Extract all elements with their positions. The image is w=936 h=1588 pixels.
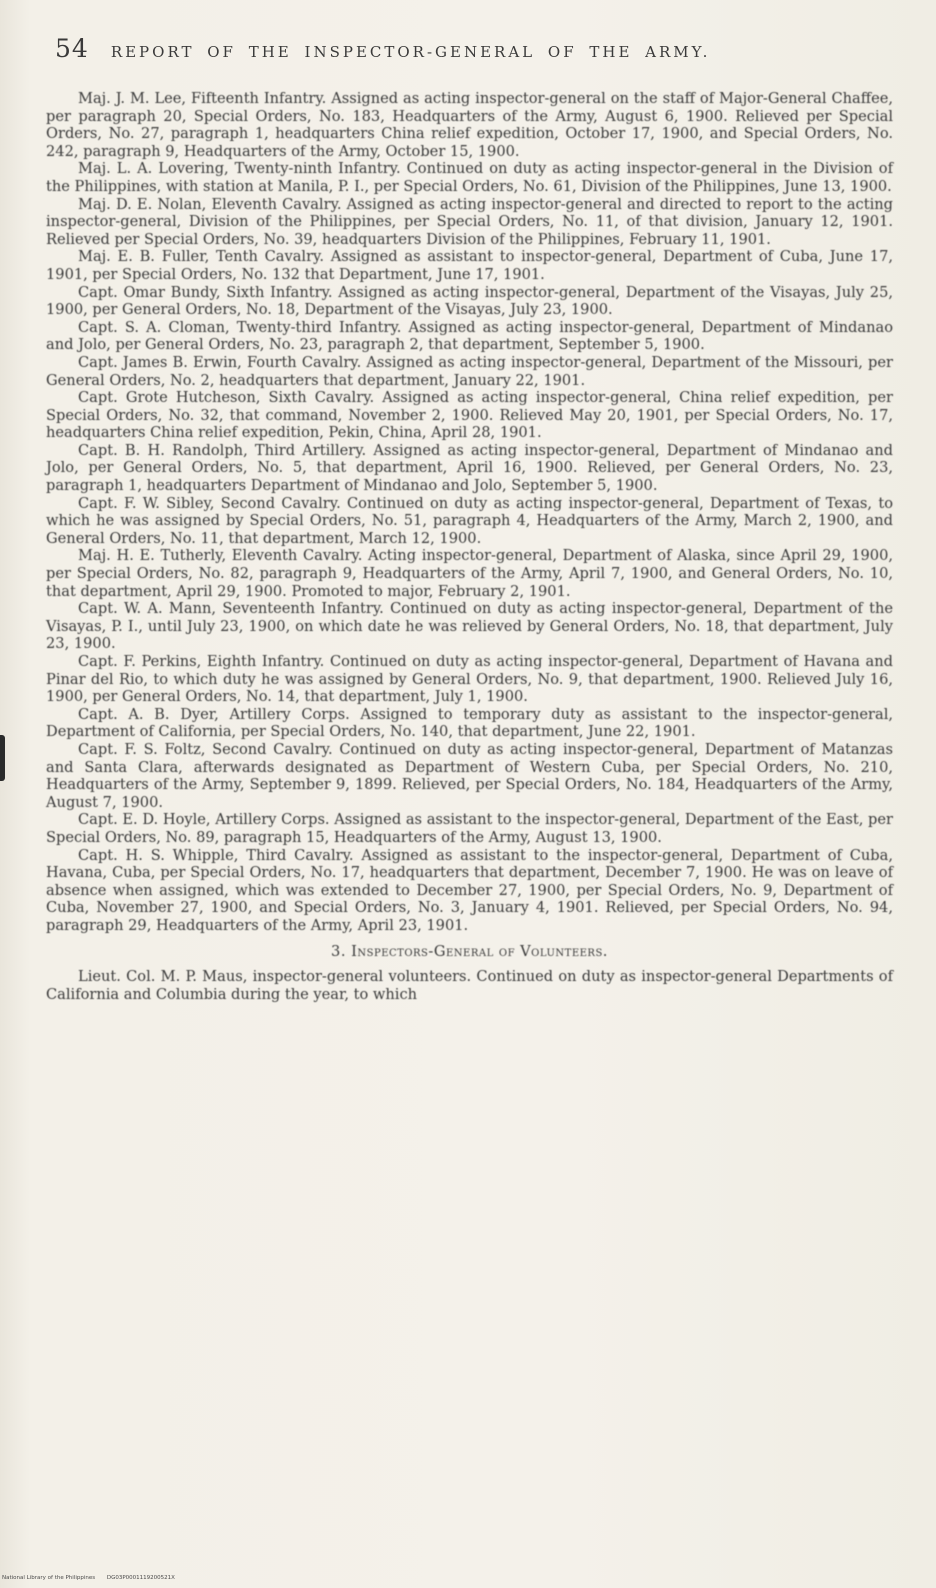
entry-paragraph: Capt. S. A. Cloman, Twenty-third Infantry. Assigned as acting inspector-general, Department of Mindanao and Jolo, per General Orders, No. 23, paragraph 2, that department, September 5, 1900. xyxy=(46,318,893,354)
scan-footer xyxy=(2,1575,185,1581)
entry-paragraph: Capt. F. Perkins, Eighth Infantry. Continued on duty as acting inspector-general, Department of Havana and Pinar del Rio, to which duty he was assigned by General Orders, No. 9, that department, 1900. Relieved July 16, 1900, per General Orders, No. 14, that department, July 1, 1900. xyxy=(46,653,893,706)
page-number: 54 xyxy=(55,34,89,63)
running-title: REPORT OF THE INSPECTOR-GENERAL OF THE ARMY. xyxy=(110,43,711,61)
entry-paragraph: Lieut. Col. M. P. Maus, inspector-general volunteers. Continued on duty as inspector-general Departments of California and Columbia during the year, to which xyxy=(46,968,893,1003)
entry-paragraph: Capt. James B. Erwin, Fourth Cavalry. Assigned as acting inspector-general, Department of the Missouri, per General Orders, No. 2, headquarters that department, January 22, 1901. xyxy=(46,353,893,389)
entry-paragraph: Capt. Grote Hutcheson, Sixth Cavalry. Assigned as acting inspector-general, China relief expedition, per Special Orders, No. 32, that command, November 2, 1900. Relieved May 20, 1901, per Special Orders, No. 17, headquarters China relief expedition, Pekin, China, April 28, 1901. xyxy=(46,389,893,442)
entry-paragraph: Capt. E. D. Hoyle, Artillery Corps. Assigned as assistant to the inspector-general, Department of the East, per Special Orders, No. 89, paragraph 15, Headquarters of the Army, August 13, 1900. xyxy=(46,811,893,846)
entry-paragraph: Capt. F. W. Sibley, Second Cavalry. Continued on duty as acting inspector-general, Department of Texas, to which he was assigned by Special Orders, No. 51, paragraph 4, Headquarters of the Army, March 2, 1900, and General Orders, No. 11, that department, March 12, 1900. xyxy=(46,494,893,547)
footer-code: DG03P0001119200521X xyxy=(106,1575,175,1581)
entry-paragraph: Capt. H. S. Whipple, Third Cavalry. Assigned as assistant to the inspector-general, Department of Cuba, Havana, Cuba, per Special Orders, No. 17, headquarters that department, December 7, 1900. He was on leave of absence when assigned, which was extended to December 27, 1900, per Special Orders, No. 9, Department of Cuba, November 27, 1900, and Special Orders, No. 3, January 4, 1901. Relieved, per Special Orders, No. 94, paragraph 29, Headquarters of the Army, April 23, 1901. xyxy=(46,846,893,934)
entry-paragraph: Maj. D. E. Nolan, Eleventh Cavalry. Assigned as acting inspector-general and directed to report to the acting inspector-general, Division of the Philippines, per Special Orders, No. 11, of that division, January 12, 1901. Relieved per Special Orders, No. 39, headquarters Division of the Philippines, February 11, 1901. xyxy=(46,195,893,248)
footer-library: National Library of the Philippines xyxy=(2,1575,96,1581)
binding-edge-mark xyxy=(0,735,5,781)
entry-paragraph: Maj. E. B. Fuller, Tenth Cavalry. Assigned as assistant to inspector-general, Department of Cuba, June 17, 1901, per Special Orders, No. 132 that Department, June 17, 1901. xyxy=(46,248,893,283)
page-header xyxy=(55,34,895,68)
entry-paragraph: Capt. F. S. Foltz, Second Cavalry. Continued on duty as acting inspector-general, Department of Matanzas and Santa Clara, afterwards designated as Department of Western Cuba, per Special Orders, No. 210, Headquarters of the Army, September 9, 1899. Relieved, per Special Orders, No. 184, Headquarters of the Army, August 7, 1900. xyxy=(46,740,893,811)
entry-paragraph: Capt. W. A. Mann, Seventeenth Infantry. Continued on duty as acting inspector-general, Department of the Visayas, P. I., until July 23, 1900, on which date he was relieved by General Orders, No. 18, that department, July 23, 1900. xyxy=(46,600,893,653)
entry-paragraph: Maj. H. E. Tutherly, Eleventh Cavalry. Acting inspector-general, Department of Alaska, since April 29, 1900, per Special Orders, No. 82, paragraph 9, Headquarters of the Army, April 7, 1900, and General Orders, No. 10, that department, April 29, 1900. Promoted to major, February 2, 1901. xyxy=(46,547,893,600)
entry-paragraph: Capt. B. H. Randolph, Third Artillery. Assigned as acting inspector-general, Department of Mindanao and Jolo, per General Orders, No. 5, that department, April 16, 1900. Relieved, per General Orders, No. 23, paragraph 1, headquarters Department of Mindanao and Jolo, September 5, 1900. xyxy=(46,441,893,495)
entry-paragraph: Capt. A. B. Dyer, Artillery Corps. Assigned to temporary duty as assistant to the inspector-general, Department of California, per Special Orders, No. 140, that department, June 22, 1901. xyxy=(46,705,893,741)
section-heading: 3. Inspectors-General of Volunteers. xyxy=(331,942,608,960)
entry-paragraph: Maj. L. A. Lovering, Twenty-ninth Infantry. Continued on duty as acting inspector-general in the Division of the Philippines, with station at Manila, P. I., per Special Orders, No. 61, Division of the Philippines, June 13, 1900. xyxy=(46,160,893,195)
entry-paragraph: Maj. J. M. Lee, Fifteenth Infantry. Assigned as acting inspector-general on the staff of Major-General Chaffee, per paragraph 20, Special Orders, No. 183, Headquarters of the Army, August 6, 1900. Relieved per Special Orders, No. 27, paragraph 1, headquarters China relief expedition, October 17, 1900, and Special Orders, No. 242, paragraph 9, Headquarters of the Army, October 15, 1900. xyxy=(46,90,893,160)
body-text xyxy=(46,90,893,1003)
entry-paragraph: Capt. Omar Bundy, Sixth Infantry. Assigned as acting inspector-general, Department of the Visayas, July 25, 1900, per General Orders, No. 18, Department of the Visayas, July 23, 1900. xyxy=(46,283,893,319)
